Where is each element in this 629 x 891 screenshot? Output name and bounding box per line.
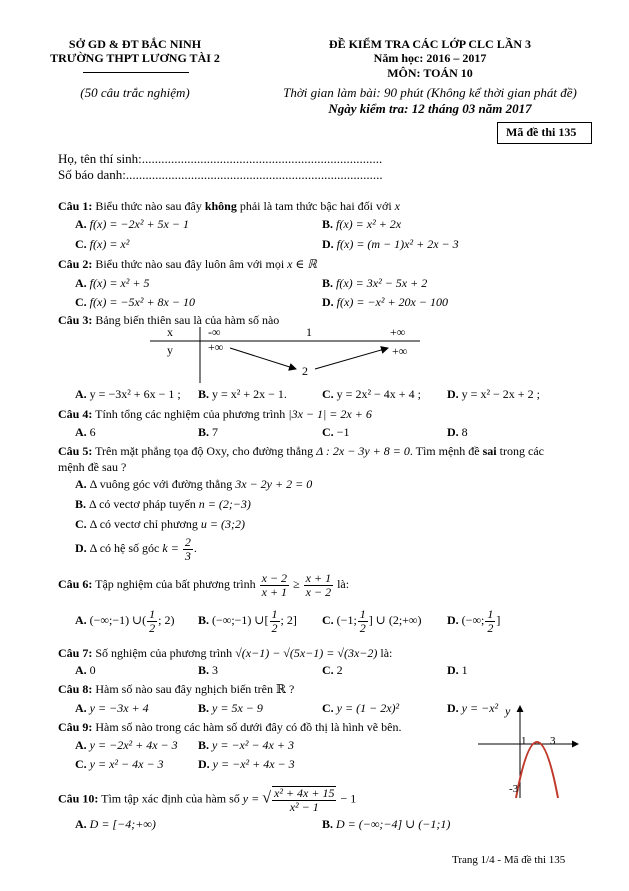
graph-mark-1: 1 [521,735,527,747]
department-name: SỞ GD & ĐT BẮC NINH [68,37,202,51]
school-name: TRƯỜNG THPT LƯƠNG TÀI 2 [50,51,220,65]
subject: MÔN: TOÁN 10 [387,66,473,80]
q4-option-c[interactable]: C. −1 [322,425,350,439]
graph-mark-3: 3 [550,735,556,747]
q7-option-d[interactable]: D. 1 [447,663,468,677]
q6-option-a[interactable]: A. (−∞;−1) ∪( $\frac{1}{2}$ ; 2) [75,607,175,635]
graph-mark-neg3: -3 [509,783,519,795]
q5-option-c[interactable]: C. Δ có vectơ chỉ phương u = (3;2) [75,517,245,531]
q1-option-b[interactable]: B. f(x) = x² + 2x [322,217,402,231]
question-5: Câu 5: Trên mặt phẳng tọa độ Oxy, cho đường thẳng Δ : 2x − 3y + 8 = 0. Tìm mệnh đề sai trong các [58,444,544,458]
q9-option-c[interactable]: C. y = x² − 4x − 3 [75,757,164,771]
q8-option-c[interactable]: C. y = (1 − 2x)² [322,701,400,715]
q4-option-d[interactable]: D. 8 [447,425,468,439]
increasing-arrow [315,348,388,369]
q9-option-d[interactable]: D. y = −x² + 4x − 3 [198,757,295,771]
q8-option-a[interactable]: A. y = −3x + 4 [75,701,149,715]
q2-option-b[interactable]: B. f(x) = 3x² − 5x + 2 [322,276,428,290]
q7-option-a[interactable]: A. 0 [75,663,96,677]
page-footer: Trang 1/4 - Mã đề thi 135 [452,854,566,866]
parabola-graph [478,700,588,800]
table-y-right: +∞ [392,344,408,358]
table-x-neg-inf: -∞ [208,325,221,339]
exam-date: Ngày kiểm tra: 12 tháng 03 năm 2017 [328,101,532,116]
q4-option-a[interactable]: A. 6 [75,425,96,439]
q1-option-d[interactable]: D. f(x) = (m − 1)x² + 2x − 3 [322,237,459,251]
q6-option-d[interactable]: D. (−∞; $\frac{1}{2}$ ] [447,607,501,635]
q9-option-a[interactable]: A. y = −2x² + 4x − 3 [75,738,178,752]
q5-option-b[interactable]: B. Δ có vectơ pháp tuyến n = (2;−3) [75,497,251,511]
q8-option-b[interactable]: B. y = 5x − 9 [198,701,263,715]
q1-option-a[interactable]: A. f(x) = −2x² + 5x − 1 [75,217,189,231]
q3-option-d[interactable]: D. y = x² − 2x + 2 ; [447,387,540,401]
question-1: Câu 1: Biểu thức nào sau đây không phải là tam thức bậc hai đối với x [58,199,400,213]
q6-option-c[interactable]: C. (−1; $\frac{1}{2}$ ] ∪ (2;+∞) [322,607,422,635]
question-9: Câu 9: Hàm số nào trong các hàm số dưới đây có đồ thị là hình vẽ bên. [58,720,402,734]
question-8: Câu 8: Hàm số nào sau đây nghịch biến trên ℝ ? [58,682,295,696]
table-x-mid: 1 [306,325,312,339]
question-count-note: (50 câu trắc nghiệm) [80,85,190,100]
question-4: Câu 4: Tính tổng các nghiệm của phương trình |3x − 1| = 2x + 6 [58,407,372,421]
parabola-curve [516,742,558,798]
table-y-label: y [167,343,173,357]
q4-option-b[interactable]: B. 7 [198,425,219,439]
q2-option-a[interactable]: A. f(x) = x² + 5 [75,276,150,290]
question-10: Câu 10: Tìm tập xác định của hàm số y = √ $\frac{\text{x² + 4x + 15}}{\text{x² − 1}}$ − 1 [58,786,357,814]
exam-code-box: Mã đề thi 135 [497,122,592,144]
q3-option-c[interactable]: C. y = 2x² − 4x + 4 ; [322,387,421,401]
q3-option-b[interactable]: B. y = x² + 2x − 1. [198,387,287,401]
table-x-pos-inf: +∞ [390,325,406,339]
candidate-id-line: Số báo danh:............................................................................... [58,167,383,182]
q2-option-d[interactable]: D. f(x) = −x² + 20x − 100 [322,295,448,309]
q1-option-c[interactable]: C. f(x) = x² [75,237,130,251]
question-2: Câu 2: Biểu thức nào sau đây luôn âm với mọi x ∈ ℝ [58,257,317,271]
q7-option-c[interactable]: C. 2 [322,663,343,677]
q2-option-c[interactable]: C. f(x) = −5x² + 8x − 10 [75,295,195,309]
question-6: Câu 6: Tập nghiệm của bất phương trình $\frac{x - 2}{x + 1}$ ≥ $\frac{x + 1}{x - 2}$ là: [58,571,350,599]
candidate-name-line: Họ, tên thí sinh:.......................................................................... [58,151,383,166]
school-year: Năm học: 2016 – 2017 [373,51,487,65]
table-y-left: +∞ [208,340,224,354]
q9-option-b[interactable]: B. y = −x² − 4x + 3 [198,738,294,752]
exam-title: ĐỀ KIỂM TRA CÁC LỚP CLC LẦN 3 [328,37,532,51]
q10-option-a[interactable]: A. D = [−4;+∞) [75,817,156,831]
q5-option-d[interactable]: D. Δ có hệ số góc k = $\frac{2}{3}$ . [75,535,197,563]
decreasing-arrow [230,348,296,369]
q5-option-a[interactable]: A. Δ vuông góc với đường thẳng 3x − 2y + 2 = 0 [75,477,313,491]
header-divider [83,72,189,73]
exam-duration: Thời gian làm bài: 90 phút (Không kể thời gian phát đề) [283,85,577,100]
q10-option-b[interactable]: B. D = (−∞;−4] ∪ (−1;1) [322,817,451,831]
variation-table [150,325,430,385]
question-5-cont: mệnh đề sau ? [58,460,127,474]
q3-option-a[interactable]: A. y = −3x² + 6x − 1 ; [75,387,181,401]
question-7: Câu 7: Số nghiệm của phương trình √(x−1) − √(5x−1) = √(3x−2) là: [58,646,393,660]
q8-option-d[interactable]: D. y = −x² [447,701,499,715]
table-y-min: 2 [302,364,308,378]
question-3: Câu 3: Bảng biến thiên sau là của hàm số nào [58,313,280,327]
table-x-label: x [167,325,173,339]
q7-option-b[interactable]: B. 3 [198,663,219,677]
q6-option-b[interactable]: B. (−∞;−1) ∪[ $\frac{1}{2}$ ; 2] [198,607,297,635]
graph-y-label: y [505,704,511,718]
